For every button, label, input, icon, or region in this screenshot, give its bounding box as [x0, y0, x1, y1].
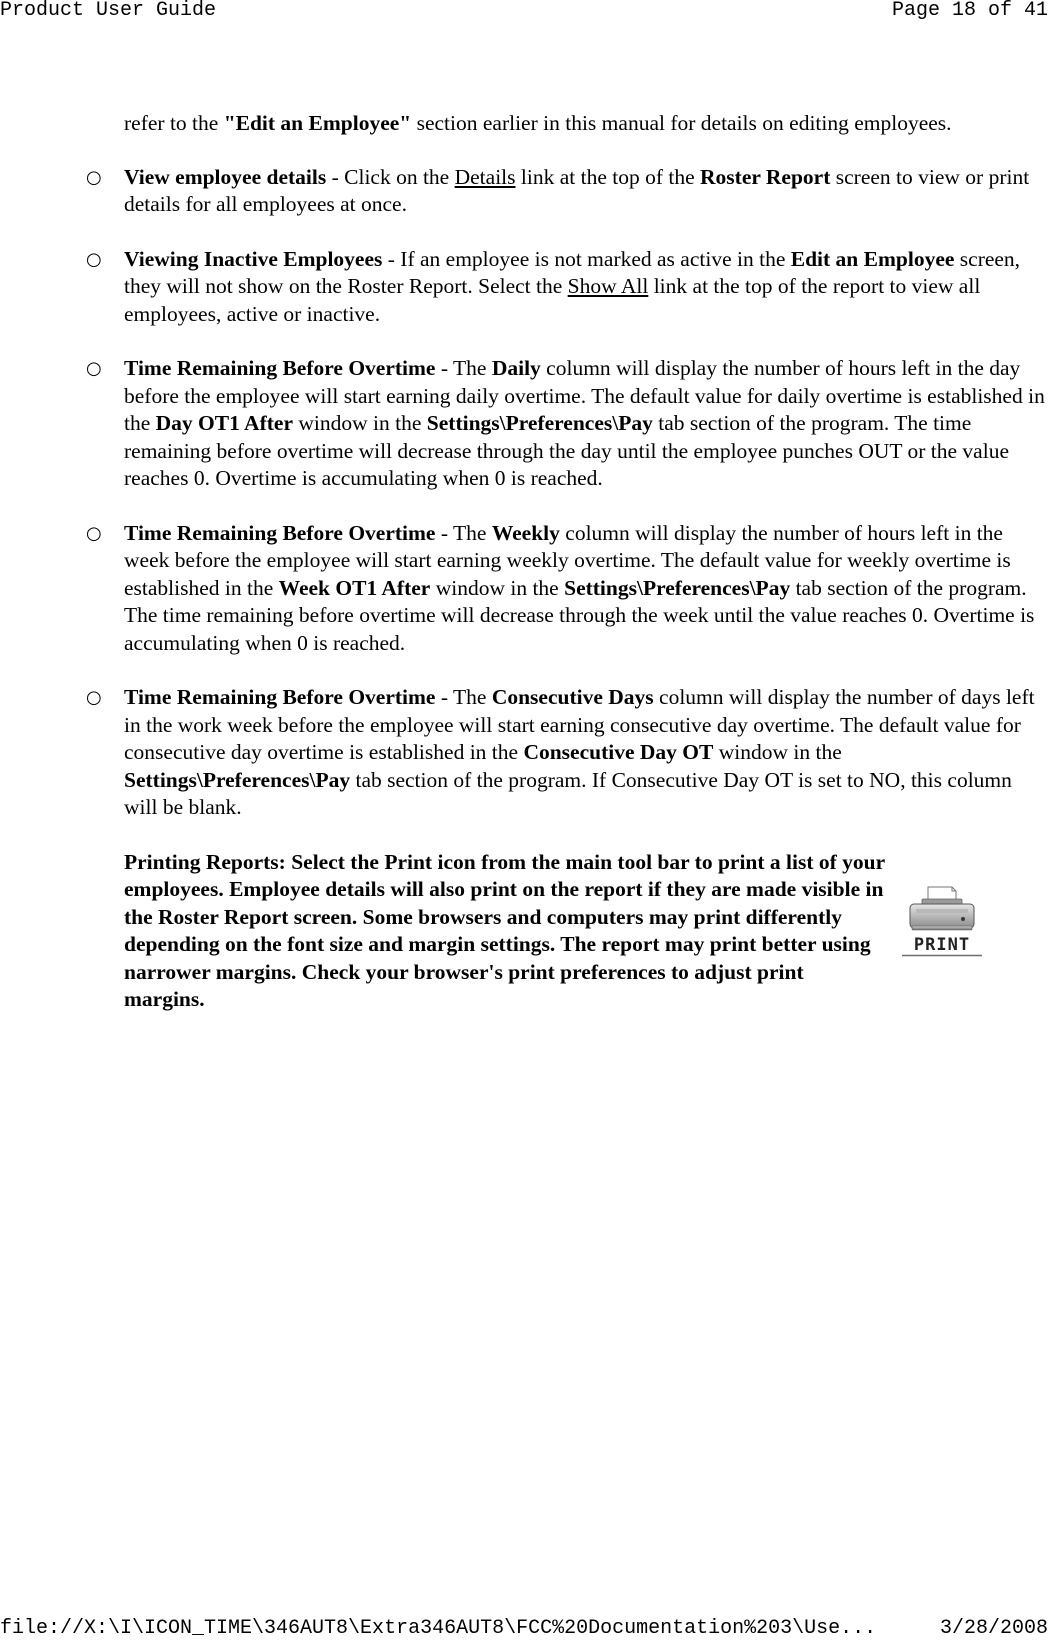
printing-reports-text: Printing Reports: Select the Print icon from the main tool bar to print a list of your employees. Employee details will also print on the report if they are made visible in the Roster Report screen. Some browsers and computers may print differently depending on the font size and margin settings. The report may print better using narrower margins. Check your browser's print preferences to adjust print margins.: [124, 849, 885, 1011]
continued-paragraph: [124, 110, 1048, 138]
bold-run: "Edit an Employee": [223, 111, 412, 135]
text-run: section earlier in this manual for details on editing employees.: [411, 111, 952, 135]
text-run: tab section of the program. If Consecutive Day OT is set to NO, this column will be blank.: [124, 767, 1012, 819]
text-run: - The: [435, 685, 492, 709]
text-run: refer to the: [124, 111, 224, 135]
list-item-overtime-daily: [86, 355, 1048, 493]
text-run: - If an employee is not marked as active in the: [382, 246, 791, 271]
printing-reports-section: [124, 849, 1048, 1014]
bold-run: Daily: [491, 356, 541, 380]
item-title: Time Remaining Before Overtime: [124, 520, 436, 545]
text-run: screen, they will not show on the Roster Report. Select the: [124, 246, 1021, 298]
text-run: window in the: [430, 575, 565, 600]
printer-icon: [900, 883, 984, 957]
bullet-circle-icon: ○: [86, 248, 102, 270]
show-all-link[interactable]: Show All: [567, 274, 649, 298]
print-footer-date: 3/28/2008: [939, 1617, 1048, 1640]
text-run: - The: [435, 520, 492, 545]
list-item-overtime-consecutive-days: [86, 684, 1048, 822]
bullet-circle-icon: ○: [86, 166, 102, 188]
text-run: screen to view or print details for all employees at once.: [124, 164, 1030, 216]
text-run: tab section of the program. The time remaining before overtime will decrease through the week until the value reaches 0. Overtime is accumulating when 0 is reached.: [124, 575, 1035, 655]
text-run: link at the top of the: [515, 164, 701, 189]
bullet-circle-icon: ○: [86, 522, 102, 544]
feature-list: [86, 164, 1048, 822]
bold-run: Week OT1 After: [278, 575, 431, 600]
item-title: Viewing Inactive Employees: [124, 246, 383, 271]
bold-run: Consecutive Days: [491, 685, 654, 709]
bold-run: Consecutive Day OT: [523, 740, 714, 764]
bold-run: Settings\Preferences\Pay: [124, 767, 351, 792]
text-run: tab section of the program. The time remaining before overtime will decrease through the day until the employee punches OUT or the value reaches 0. Overtime is accumulating when 0 is reached.: [124, 411, 1009, 490]
text-run: window in the: [293, 411, 427, 435]
bold-run: Weekly: [491, 520, 560, 545]
text-run: column will display the number of days left in the work week before the employee will start earning consecutive day overtime. The default value for consecutive day overtime is established in the: [124, 685, 1035, 764]
bullet-circle-icon: ○: [86, 687, 102, 708]
item-title: Time Remaining Before Overtime: [124, 685, 436, 709]
bold-run: Day OT1 After: [155, 411, 293, 435]
text-run: column will display the number of hours left in the week before the employee will start earning weekly overtime. The default value for weekly overtime is established in the: [124, 520, 1011, 600]
text-run: window in the: [713, 740, 842, 764]
bold-run: Roster Report: [700, 164, 831, 189]
bold-run: Settings\Preferences\Pay: [564, 575, 791, 600]
details-link[interactable]: Details: [454, 164, 516, 189]
text-run: column will display the number of hours left in the day before the employee will start earning daily overtime. The default value for daily overtime is established in the: [124, 356, 1045, 435]
item-title: View employee details: [124, 164, 327, 189]
print-icon-label: PRINT: [913, 934, 971, 955]
list-item-viewing-inactive-employees: [86, 246, 1048, 329]
list-item-view-employee-details: [86, 164, 1048, 219]
bold-run: Edit an Employee: [790, 246, 955, 271]
text-run: - Click on the: [326, 164, 455, 189]
print-footer-url: file://X:\I\ICON_TIME\346AUT8\Extra346AUT8\FCC%20Documentation%203\Use...: [0, 1617, 877, 1640]
text-run: link at the top of the report to view all employees, active or inactive.: [124, 274, 981, 326]
list-item-overtime-weekly: [86, 520, 1048, 658]
text-run: - The: [435, 356, 492, 380]
print-header-page-number: Page 18 of 41: [891, 0, 1048, 22]
item-title: Time Remaining Before Overtime: [124, 356, 436, 380]
bold-run: Settings\Preferences\Pay: [426, 411, 653, 435]
document-content: [86, 110, 1048, 1014]
bullet-circle-icon: ○: [86, 358, 102, 379]
print-header-title: Product User Guide: [0, 0, 217, 22]
